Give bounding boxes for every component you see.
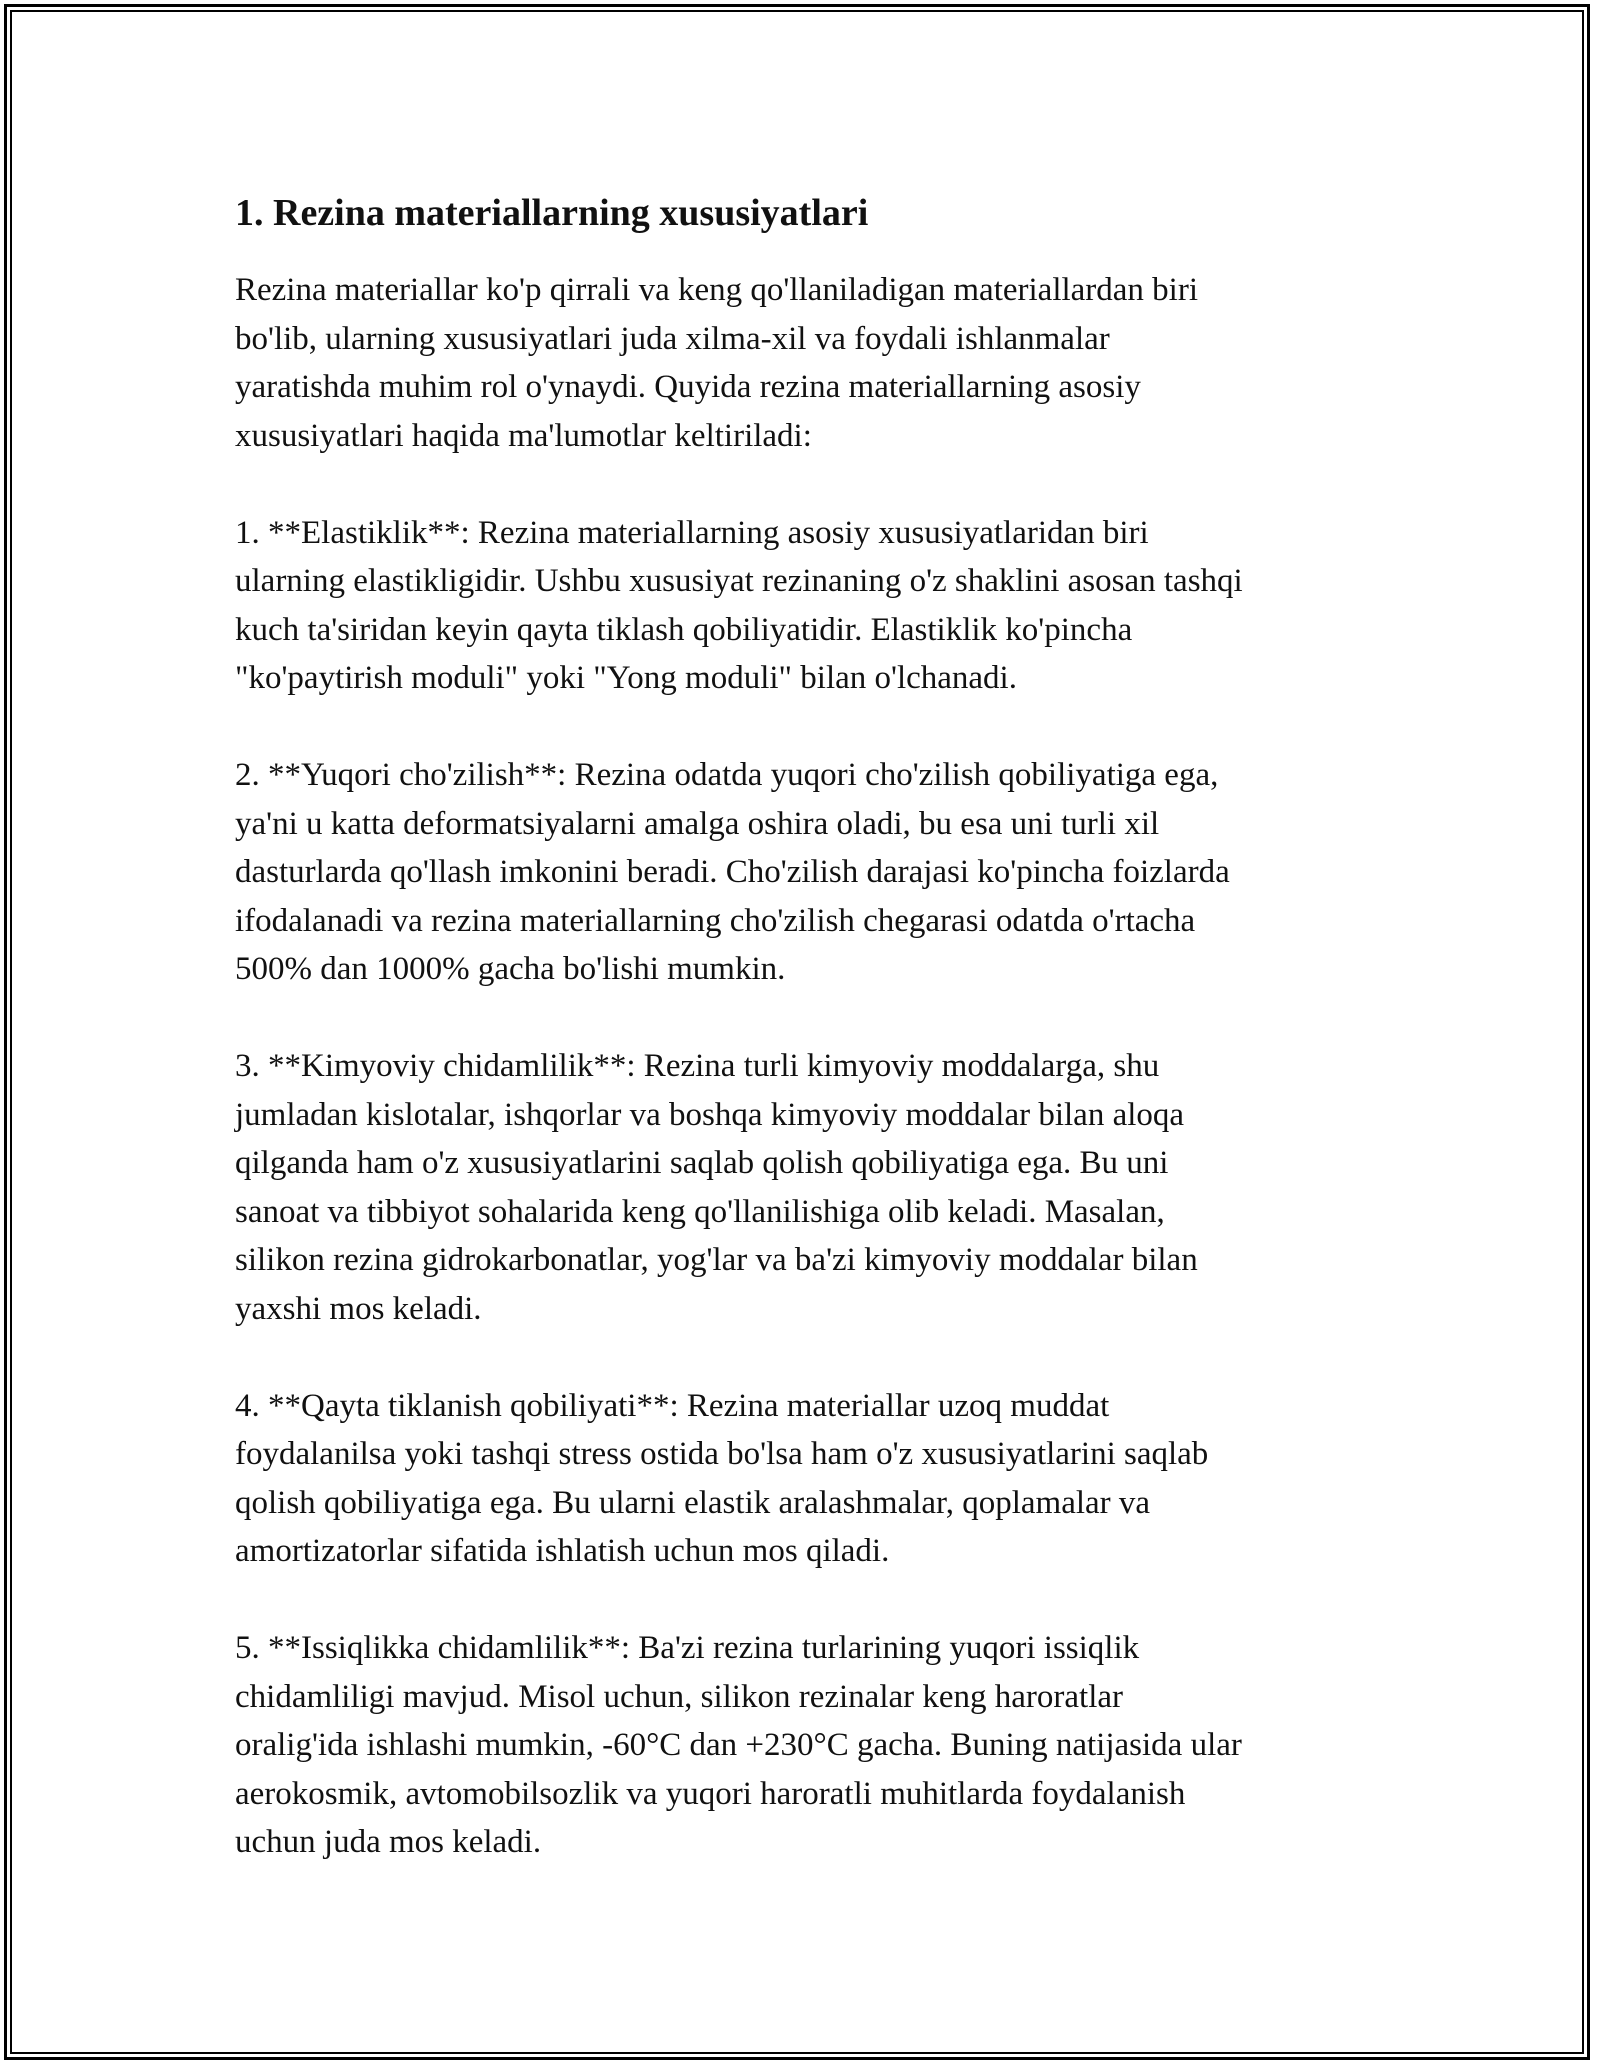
text-line: 3. **Kimyoviy chidamlilik**: Rezina turli kimyoviy moddalarga, shu: [235, 1048, 1160, 1084]
text-line: ya'ni u katta deformatsiyalarni amalga oshira oladi, bu esa uni turli xil: [235, 805, 1160, 842]
text-line: ifodalanadi va rezina materiallarning cho'zilish chegarasi odatda o'rtacha: [235, 902, 1196, 939]
text-line: uchun juda mos keladi.: [235, 1824, 542, 1860]
list-item-issiqlikka-chidamlilik: [235, 1624, 1365, 1867]
text-line: Rezina materiallar ko'p qirrali va keng qo'llaniladigan materiallardan biri: [235, 272, 1199, 308]
text-line: qilganda ham o'z xususiyatlarini saqlab qolish qobiliyatiga ega. Bu uni: [235, 1145, 1169, 1181]
text-line: 1. **Elastiklik**: Rezina materiallarning asosiy xususiyatlaridan biri: [235, 514, 1149, 551]
section-heading: 1. Rezina materiallarning xususiyatlari: [235, 192, 869, 234]
list-item-elastiklik: [235, 509, 1365, 703]
text-line: foydalanilsa yoki tashqi stress ostida bo'lsa ham o'z xususiyatlarini saqlab: [235, 1436, 1209, 1472]
text-line: yaratishda muhim rol o'ynaydi. Quyida rezina materiallarning asosiy: [235, 369, 1141, 405]
text-line: kuch ta'siridan keyin qayta tiklash qobiliyatidir. Elastiklik ko'pincha: [235, 611, 1133, 648]
text-line: yaxshi mos keladi.: [235, 1290, 482, 1327]
document-body: [235, 187, 1365, 1867]
text-line: amortizatorlar sifatida ishlatish uchun mos qiladi.: [235, 1533, 890, 1569]
text-line: 500% dan 1000% gacha bo'lishi mumkin.: [235, 951, 786, 987]
text-line: qolish qobiliyatiga ega. Bu ularni elastik aralashmalar, qoplamalar va: [235, 1484, 1151, 1521]
text-line: "ko'paytirish moduli" yoki "Yong moduli" bilan o'lchanadi.: [235, 660, 1017, 696]
text-line: oralig'ida ishlashi mumkin, -60°C dan +230°C gacha. Buning natijasida ular: [235, 1727, 1242, 1763]
text-line: aerokosmik, avtomobilsozlik va yuqori haroratli muhitlarda foydalanish: [235, 1775, 1186, 1812]
text-line: jumladan kislotalar, ishqorlar va boshqa kimyoviy moddalar bilan aloqa: [235, 1096, 1185, 1133]
text-line: chidamliligi mavjud. Misol uchun, silikon rezinalar keng haroratlar: [235, 1678, 1124, 1715]
text-line: 2. **Yuqori cho'zilish**: Rezina odatda yuqori cho'zilish qobiliyatiga ega,: [235, 757, 1219, 793]
list-item-yuqori-chozilish: [235, 751, 1365, 994]
text-line: 5. **Issiqlikka chidamlilik**: Ba'zi rezina turlarining yuqori issiqlik: [235, 1630, 1140, 1666]
text-line: sanoat va tibbiyot sohalarida keng qo'llanilishiga olib keladi. Masalan,: [235, 1193, 1165, 1230]
text-line: silikon rezina gidrokarbonatlar, yog'lar va ba'zi kimyoviy moddalar bilan: [235, 1242, 1198, 1278]
text-line: ularning elastikligidir. Ushbu xususiyat rezinaning o'z shaklini asosan tashqi: [235, 563, 1243, 599]
text-line: bo'lib, ularning xususiyatlari juda xilma-xil va foydali ishlanmalar: [235, 320, 1110, 357]
intro-paragraph: [235, 266, 1365, 460]
text-line: xususiyatlari haqida ma'lumotlar keltiriladi:: [235, 417, 812, 454]
list-item-qayta-tiklanish: [235, 1382, 1365, 1576]
text-line: 4. **Qayta tiklanish qobiliyati**: Rezina materiallar uzoq muddat: [235, 1387, 1110, 1424]
list-item-kimyoviy-chidamlilik: [235, 1042, 1365, 1333]
text-line: dasturlarda qo'llash imkonini beradi. Cho'zilish darajasi ko'pincha foizlarda: [235, 854, 1230, 890]
